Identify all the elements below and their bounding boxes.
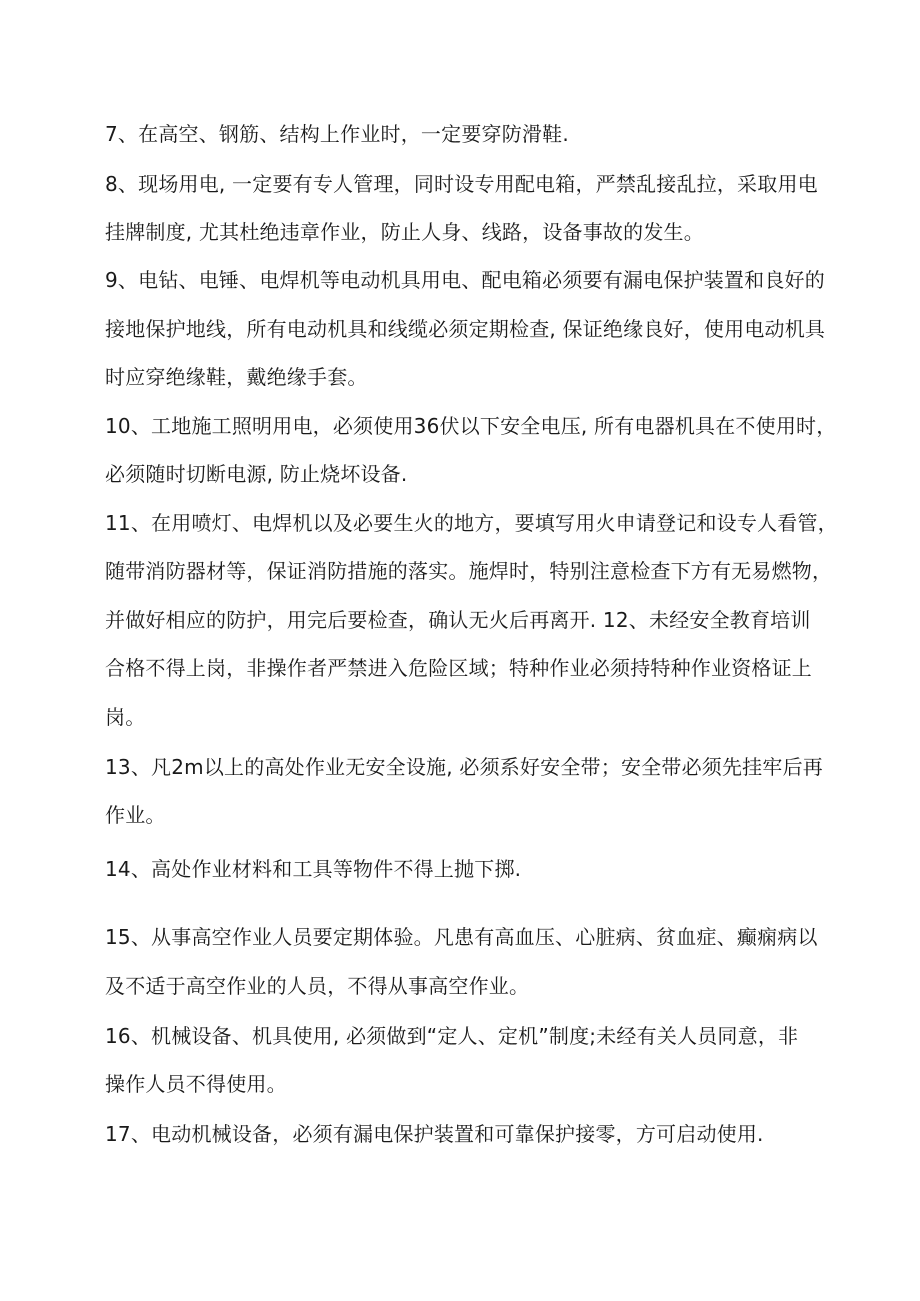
- text-line: 14、高处作业材料和工具等物件不得上抛下掷.: [105, 857, 522, 881]
- text-line: 操作人员不得使用。: [105, 1072, 287, 1096]
- text-line: 17、电动机械设备，必须有漏电保护装置和可靠保护接零，方可启动使用.: [105, 1122, 764, 1146]
- text-line: 及不适于高空作业的人员，不得从事高空作业。: [105, 974, 530, 998]
- text-line: 11、在用喷灯、电焊机以及必要生火的地方，要填写用火申请登记和设专人看管，: [105, 511, 838, 535]
- text-line: 时应穿绝缘鞋，戴绝缘手套。: [105, 365, 368, 389]
- text-line: 接地保护地线，所有电动机具和线缆必须定期检查, 保证绝缘良好，使用电动机具: [105, 317, 826, 341]
- text-line: 10、工地施工照明用电，必须使用36伏以下安全电压, 所有电器机具在不使用时，: [105, 414, 837, 438]
- text-line: 岗。: [105, 705, 146, 729]
- text-line: 16、机械设备、机具使用, 必须做到“定人、定机”制度;未经有关人员同意，非: [105, 1024, 799, 1048]
- text-line: 7、在高空、钢筋、结构上作业时，一定要穿防滑鞋.: [105, 122, 569, 146]
- text-line: 9、电钻、电锤、电焊机等电动机具用电、配电箱必须要有漏电保护装置和良好的: [105, 268, 825, 292]
- text-line: 13、凡2m以上的高处作业无安全设施, 必须系好安全带；安全带必须先挂牢后再: [105, 755, 823, 779]
- text-line: 作业。: [105, 803, 166, 827]
- text-line: 并做好相应的防护，用完后要检查，确认无火后再离开. 12、未经安全教育培训: [105, 608, 811, 632]
- text-line: 合格不得上岗，非操作者严禁进入危险区域；特种作业必须持特种作业资格证上: [105, 656, 812, 680]
- text-line: 必须随时切断电源, 防止烧坏设备.: [105, 462, 408, 486]
- text-line: 挂牌制度, 尤其杜绝违章作业，防止人身、线路，设备事故的发生。: [105, 220, 704, 244]
- text-line: 15、从事高空作业人员要定期体验。凡患有高血压、心脏病、贫血症、癫痫病以: [105, 925, 818, 949]
- text-line: 8、现场用电, 一定要有专人管理，同时设专用配电箱，严禁乱接乱拉，采取用电: [105, 172, 818, 196]
- text-line: 随带消防器材等，保证消防措施的落实。施焊时，特别注意检查下方有无易燃物，: [105, 559, 833, 583]
